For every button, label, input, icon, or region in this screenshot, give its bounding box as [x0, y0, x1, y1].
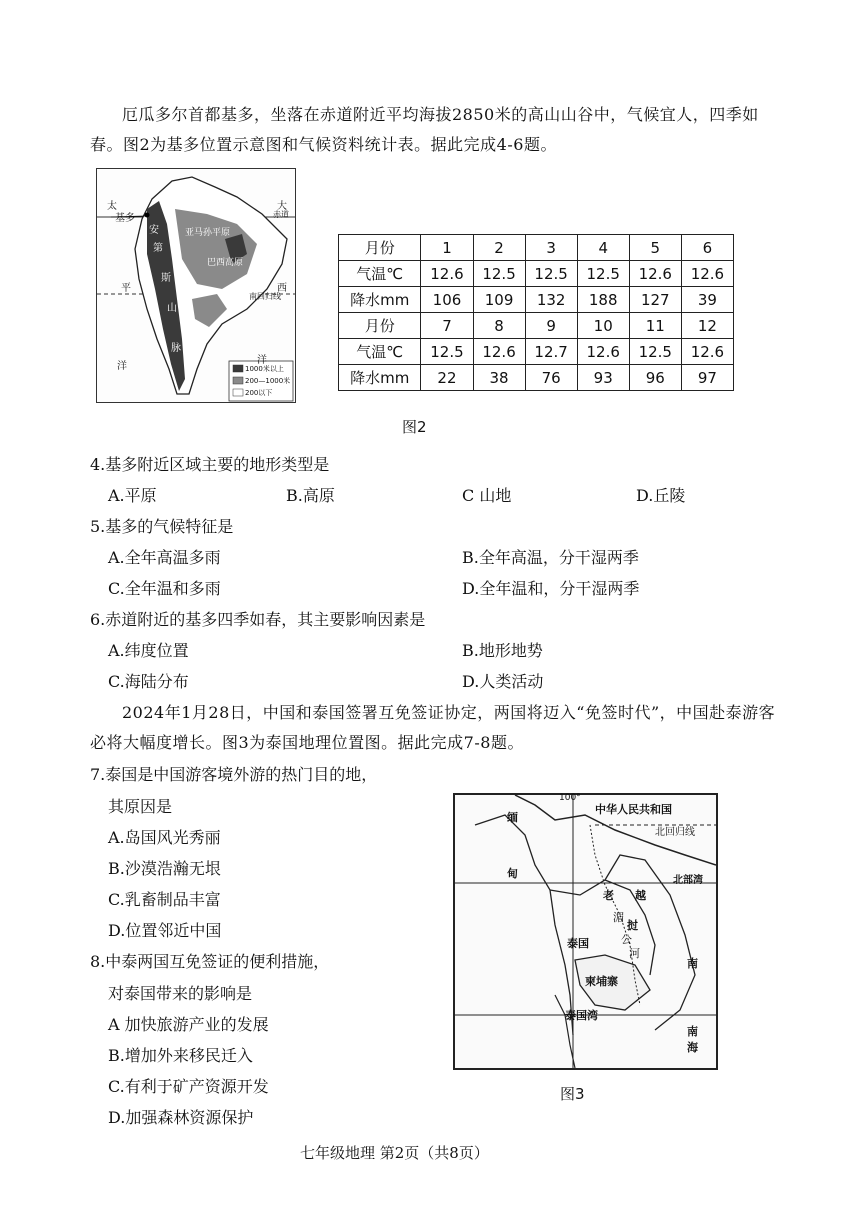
q4-option-a: A.平原 [108, 486, 157, 505]
climate-table-body [339, 235, 734, 391]
climate-cell: 127 [629, 287, 681, 313]
climate-cell: 12.6 [421, 261, 473, 287]
climate-cell: 22 [421, 365, 473, 391]
q6-option-b: B.地形地势 [462, 641, 543, 660]
climate-cell: 39 [681, 287, 733, 313]
question-8-stem-line2: 对泰国带来的影响是 [108, 984, 253, 1003]
climate-cell: 96 [629, 365, 681, 391]
map1-label-shan: 山 [167, 303, 177, 314]
climate-cell: 109 [473, 287, 525, 313]
q8-option-d: D.加强森林资源保护 [108, 1108, 254, 1127]
climate-table-row [339, 235, 734, 261]
map1-label-tropic: 南回归线 [249, 292, 281, 301]
map1-label-brazil: 巴西高原 [207, 258, 244, 268]
map2-label-100deg: 100° [559, 793, 581, 803]
climate-cell: 3 [525, 235, 577, 261]
map1-label-yang-right: 洋 [257, 355, 267, 366]
climate-cell: 12.6 [577, 339, 629, 365]
map2-label-china: 中华人民共和国 [595, 803, 672, 816]
map1-label-xi: 西 [277, 283, 287, 294]
map1-label-ping: 平 [121, 283, 131, 294]
climate-cell: 11 [629, 313, 681, 339]
climate-cell: 12.5 [525, 261, 577, 287]
climate-row-header: 降水mm [339, 365, 421, 391]
climate-cell: 12.6 [681, 261, 733, 287]
legend-low: 200以下 [245, 389, 273, 397]
climate-cell: 106 [421, 287, 473, 313]
q6-option-a: A.纬度位置 [108, 641, 189, 660]
page-footer: 七年级地理 第2页（共8页） [300, 1144, 489, 1162]
q8-option-a: A 加快旅游产业的发展 [108, 1015, 269, 1034]
map2-label-he: 河 [629, 947, 640, 960]
legend-high: 1000米以上 [245, 365, 284, 373]
map1-label-mai: 脉 [171, 343, 181, 354]
map2-label-lao: 老 [603, 889, 614, 902]
map2-label-thailand: 泰国 [567, 937, 589, 950]
climate-cell: 132 [525, 287, 577, 313]
question-5-stem: 5.基多的气候特征是 [90, 517, 234, 536]
q7-option-b: B.沙漠浩瀚无垠 [108, 859, 221, 878]
climate-cell: 5 [629, 235, 681, 261]
climate-cell: 76 [525, 365, 577, 391]
q8-option-c: C.有利于矿产资源开发 [108, 1077, 269, 1096]
climate-cell: 12.5 [577, 261, 629, 287]
climate-table-row [339, 365, 734, 391]
map2-label-yue: 越 [635, 889, 646, 902]
climate-cell: 12.5 [473, 261, 525, 287]
climate-cell: 12 [681, 313, 733, 339]
q7-option-a: A.岛国风光秀丽 [108, 828, 221, 847]
climate-cell: 38 [473, 365, 525, 391]
figure-2-caption: 图2 [402, 418, 427, 436]
map2-label-nan-1: 南 [687, 957, 698, 970]
map2-label-nan-2: 南 [687, 1025, 698, 1038]
south-america-map [96, 168, 296, 403]
map2-label-gong: 公 [621, 933, 632, 946]
map1-label-an: 安 [149, 225, 159, 236]
thailand-map [453, 793, 718, 1070]
climate-cell: 4 [577, 235, 629, 261]
map1-label-si: 斯 [161, 273, 171, 284]
map2-label-gulf-thailand: 泰国湾 [565, 1009, 598, 1022]
climate-cell: 97 [681, 365, 733, 391]
map2-label-hai: 海 [687, 1041, 698, 1054]
climate-cell: 12.5 [629, 339, 681, 365]
q7-option-d: D.位置邻近中国 [108, 921, 222, 940]
map1-label-equator: 赤道 [273, 210, 289, 219]
question-7-stem-line2: 其原因是 [108, 797, 173, 816]
q4-option-c: C 山地 [462, 486, 512, 505]
climate-cell: 12.6 [629, 261, 681, 287]
climate-row-header: 月份 [339, 313, 421, 339]
climate-row-header: 气温℃ [339, 339, 421, 365]
question-4-stem: 4.基多附近区域主要的地形类型是 [90, 455, 330, 474]
climate-cell: 2 [473, 235, 525, 261]
climate-cell: 12.6 [473, 339, 525, 365]
climate-cell: 93 [577, 365, 629, 391]
climate-cell: 7 [421, 313, 473, 339]
climate-table-row [339, 287, 734, 313]
intro-paragraph-quito: 厄瓜多尔首都基多，坐落在赤道附近平均海拔2850米的高山山谷中，气候宜人，四季如春。图2为基多位置示意图和气候资料统计表。据此完成4-6题。 [90, 105, 759, 154]
map2-label-mian: 缅 [507, 811, 518, 824]
map2-label-mei: 湄 [613, 911, 624, 924]
map2-label-wo: 挝 [627, 919, 638, 932]
question-6-stem: 6.赤道附近的基多四季如春，其主要影响因素是 [90, 610, 426, 629]
map2-label-gulf-tonkin: 北部湾 [673, 875, 703, 886]
legend-mid: 200—1000米 [245, 377, 291, 385]
climate-cell: 10 [577, 313, 629, 339]
climate-row-header: 降水mm [339, 287, 421, 313]
q5-option-c: C.全年温和多雨 [108, 579, 221, 598]
climate-row-header: 月份 [339, 235, 421, 261]
map1-label-di: 第 [153, 243, 163, 254]
map2-label-cambodia: 柬埔寨 [585, 975, 618, 988]
climate-table-row [339, 339, 734, 365]
climate-cell: 8 [473, 313, 525, 339]
q5-option-d: D.全年温和，分干湿两季 [462, 579, 640, 598]
q6-option-d: D.人类活动 [462, 672, 544, 691]
q6-option-c: C.海陆分布 [108, 672, 189, 691]
climate-cell: 188 [577, 287, 629, 313]
map1-label-amazon: 亚马孙平原 [185, 228, 231, 238]
climate-table-row [339, 261, 734, 287]
intro-paragraph-thailand: 2024年1月28日，中国和泰国签署互免签证协定，两国将迈入“免签时代”，中国赴泰游客必将大幅度增长。图3为泰国地理位置图。据此完成7-8题。 [90, 703, 776, 752]
climate-table-row [339, 313, 734, 339]
map2-label-dian: 甸 [507, 867, 518, 880]
map2-label-tropic-cancer: 北回归线 [655, 827, 695, 838]
climate-cell: 12.7 [525, 339, 577, 365]
climate-cell: 12.5 [421, 339, 473, 365]
map1-label-yang-left: 洋 [117, 361, 127, 372]
q4-option-b: B.高原 [286, 486, 335, 505]
climate-cell: 6 [681, 235, 733, 261]
climate-row-header: 气温℃ [339, 261, 421, 287]
q5-option-a: A.全年高温多雨 [108, 548, 221, 567]
q8-option-b: B.增加外来移民迁入 [108, 1046, 253, 1065]
q4-option-d: D.丘陵 [636, 486, 686, 505]
figure-3-caption: 图3 [560, 1085, 585, 1103]
question-8-stem-line1: 8.中泰两国互免签证的便利措施， [90, 952, 330, 971]
q5-option-b: B.全年高温，分干湿两季 [462, 548, 639, 567]
map1-label-tai: 太 [107, 201, 117, 212]
climate-cell: 12.6 [681, 339, 733, 365]
map1-label-quito: 基多 [115, 213, 135, 224]
map1-label-da: 大 [277, 201, 287, 212]
climate-table [338, 234, 734, 391]
climate-cell: 9 [525, 313, 577, 339]
q7-option-c: C.乳畜制品丰富 [108, 890, 221, 909]
question-7-stem-line1: 7.泰国是中国游客境外游的热门目的地， [90, 765, 378, 784]
climate-cell: 1 [421, 235, 473, 261]
